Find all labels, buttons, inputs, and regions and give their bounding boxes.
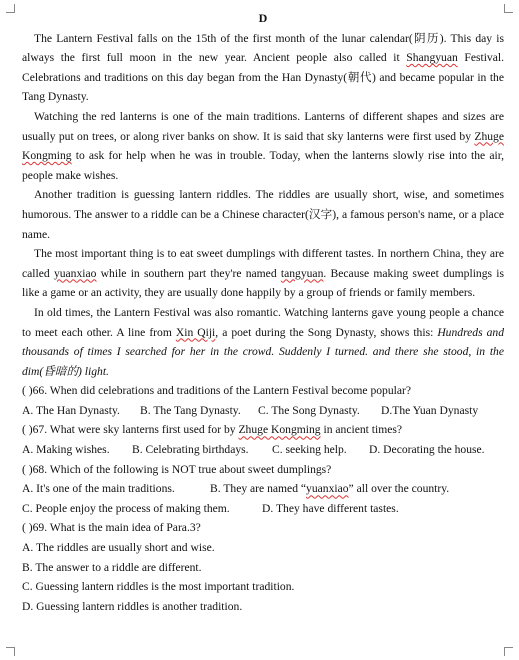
- paragraph-5: [22, 303, 504, 381]
- paragraph-4: [22, 244, 504, 303]
- paragraph-text: , a poet during the Song Dynasty, shows this:: [215, 325, 438, 339]
- paragraph-text: Another tradition is guessing lantern riddles. The riddles are usually short, wise, and sometimes humorous. The answer to a riddle can be a Chinese character(汉字), a famous person's name, or a place name.: [22, 188, 504, 241]
- option-b-text: ” all over the country.: [348, 482, 450, 496]
- question-68-options-row-1: [22, 479, 504, 499]
- question-67-options: [22, 440, 504, 460]
- stem-text: ( )67. What were sky lanterns first used for by: [22, 423, 239, 437]
- option-c: C. People enjoy the process of making them.: [22, 501, 230, 515]
- option-d: D. Guessing lantern riddles is another tradition.: [22, 599, 243, 613]
- option-b: B. The answer to a riddle are different.: [22, 560, 202, 574]
- paragraph-text: In old times, the Lantern Festival was also romantic. Watching lanterns gave young people a chance to meet each other. A line from: [22, 305, 504, 339]
- quoted-poem: Hundreds and thousands of times I searched for her in the crowd. Suddenly I turned. and there she stood, in the dim(昏暗的) light.: [22, 325, 504, 378]
- option-b: [210, 479, 449, 499]
- option-d: D. Decorating the house.: [369, 443, 485, 457]
- underlined-term: yuanxiao: [53, 266, 97, 280]
- option-a: A. The riddles are usually short and wise.: [22, 541, 215, 555]
- paragraph-text: while in southern part they're named: [96, 266, 281, 280]
- option-d: D. They have different tastes.: [262, 501, 399, 515]
- option-c: C. The Song Dynasty.: [258, 403, 360, 417]
- option-b: B. The Tang Dynasty.: [140, 403, 241, 417]
- option-c: C. seeking help.: [272, 443, 347, 457]
- question-66-options: [22, 401, 504, 421]
- page-corner-mark: [504, 4, 513, 13]
- underlined-term: Xin Qiji: [175, 325, 216, 339]
- page-corner-mark: [6, 4, 15, 13]
- option-d: D.The Yuan Dynasty: [381, 403, 479, 417]
- underlined-term: tangyuan: [280, 266, 324, 280]
- option-c: C. Guessing lantern riddles is the most important tradition.: [22, 580, 295, 594]
- reading-passage: [22, 29, 504, 382]
- paragraph-text: Festival. Celebrations and traditions on this day began from the Han Dynasty(朝代) and became popular in the Tang Dynasty.: [22, 51, 504, 104]
- question-68-options-row-2: [22, 499, 504, 519]
- paragraph-3: [22, 185, 504, 244]
- question-69-stem: ( )69. What is the main idea of Para.3?: [22, 521, 201, 535]
- page-corner-mark: [6, 647, 15, 656]
- paragraph-1: [22, 29, 504, 107]
- option-b-term: yuanxiao: [306, 482, 349, 496]
- option-a: A. Making wishes.: [22, 443, 110, 457]
- option-a: A. The Han Dynasty.: [22, 403, 120, 417]
- underlined-term: Zhuge Kongming: [22, 129, 504, 163]
- paragraph-text: The most important thing is to eat sweet dumplings with different tastes. In northern China, they are called: [22, 247, 504, 280]
- option-a: A. It's one of the main traditions.: [22, 482, 175, 496]
- document-content: [22, 9, 504, 616]
- stem-name: Zhuge Kongming: [238, 423, 321, 437]
- option-b-text: B. They are named “: [210, 482, 307, 496]
- underlined-term: Shangyuan: [406, 51, 458, 65]
- stem-text: in ancient times?: [320, 423, 403, 437]
- section-title: D: [258, 11, 268, 25]
- paragraph-2: [22, 107, 504, 185]
- page-corner-mark: [504, 647, 513, 656]
- question-67-stem: [22, 420, 504, 440]
- paragraph-text: The Lantern Festival falls on the 15th of the first month of the lunar calendar(阴历). This day is always the first full moon in the new year. Ancient people also called it: [22, 31, 504, 65]
- option-b: B. Celebrating birthdays.: [132, 443, 249, 457]
- paragraph-text: Watching the red lanterns is one of the main traditions. Lanterns of different shapes and sizes are usually put on trees, or along river banks on show. It is said that sky lanterns were first used by: [22, 109, 504, 143]
- paragraph-text: to ask for help when he was in trouble. Today, when the lanterns slowly rise into the air, people make wishes.: [22, 149, 504, 182]
- question-68-stem: ( )68. Which of the following is NOT true about sweet dumplings?: [22, 462, 332, 476]
- question-66-stem: ( )66. When did celebrations and traditions of the Lantern Festival become popular?: [22, 384, 412, 398]
- question-list: [22, 381, 504, 616]
- paragraph-text: . Because making sweet dumplings is like a game or an activity, they are usually done happily by a group of friends or family members.: [22, 266, 505, 300]
